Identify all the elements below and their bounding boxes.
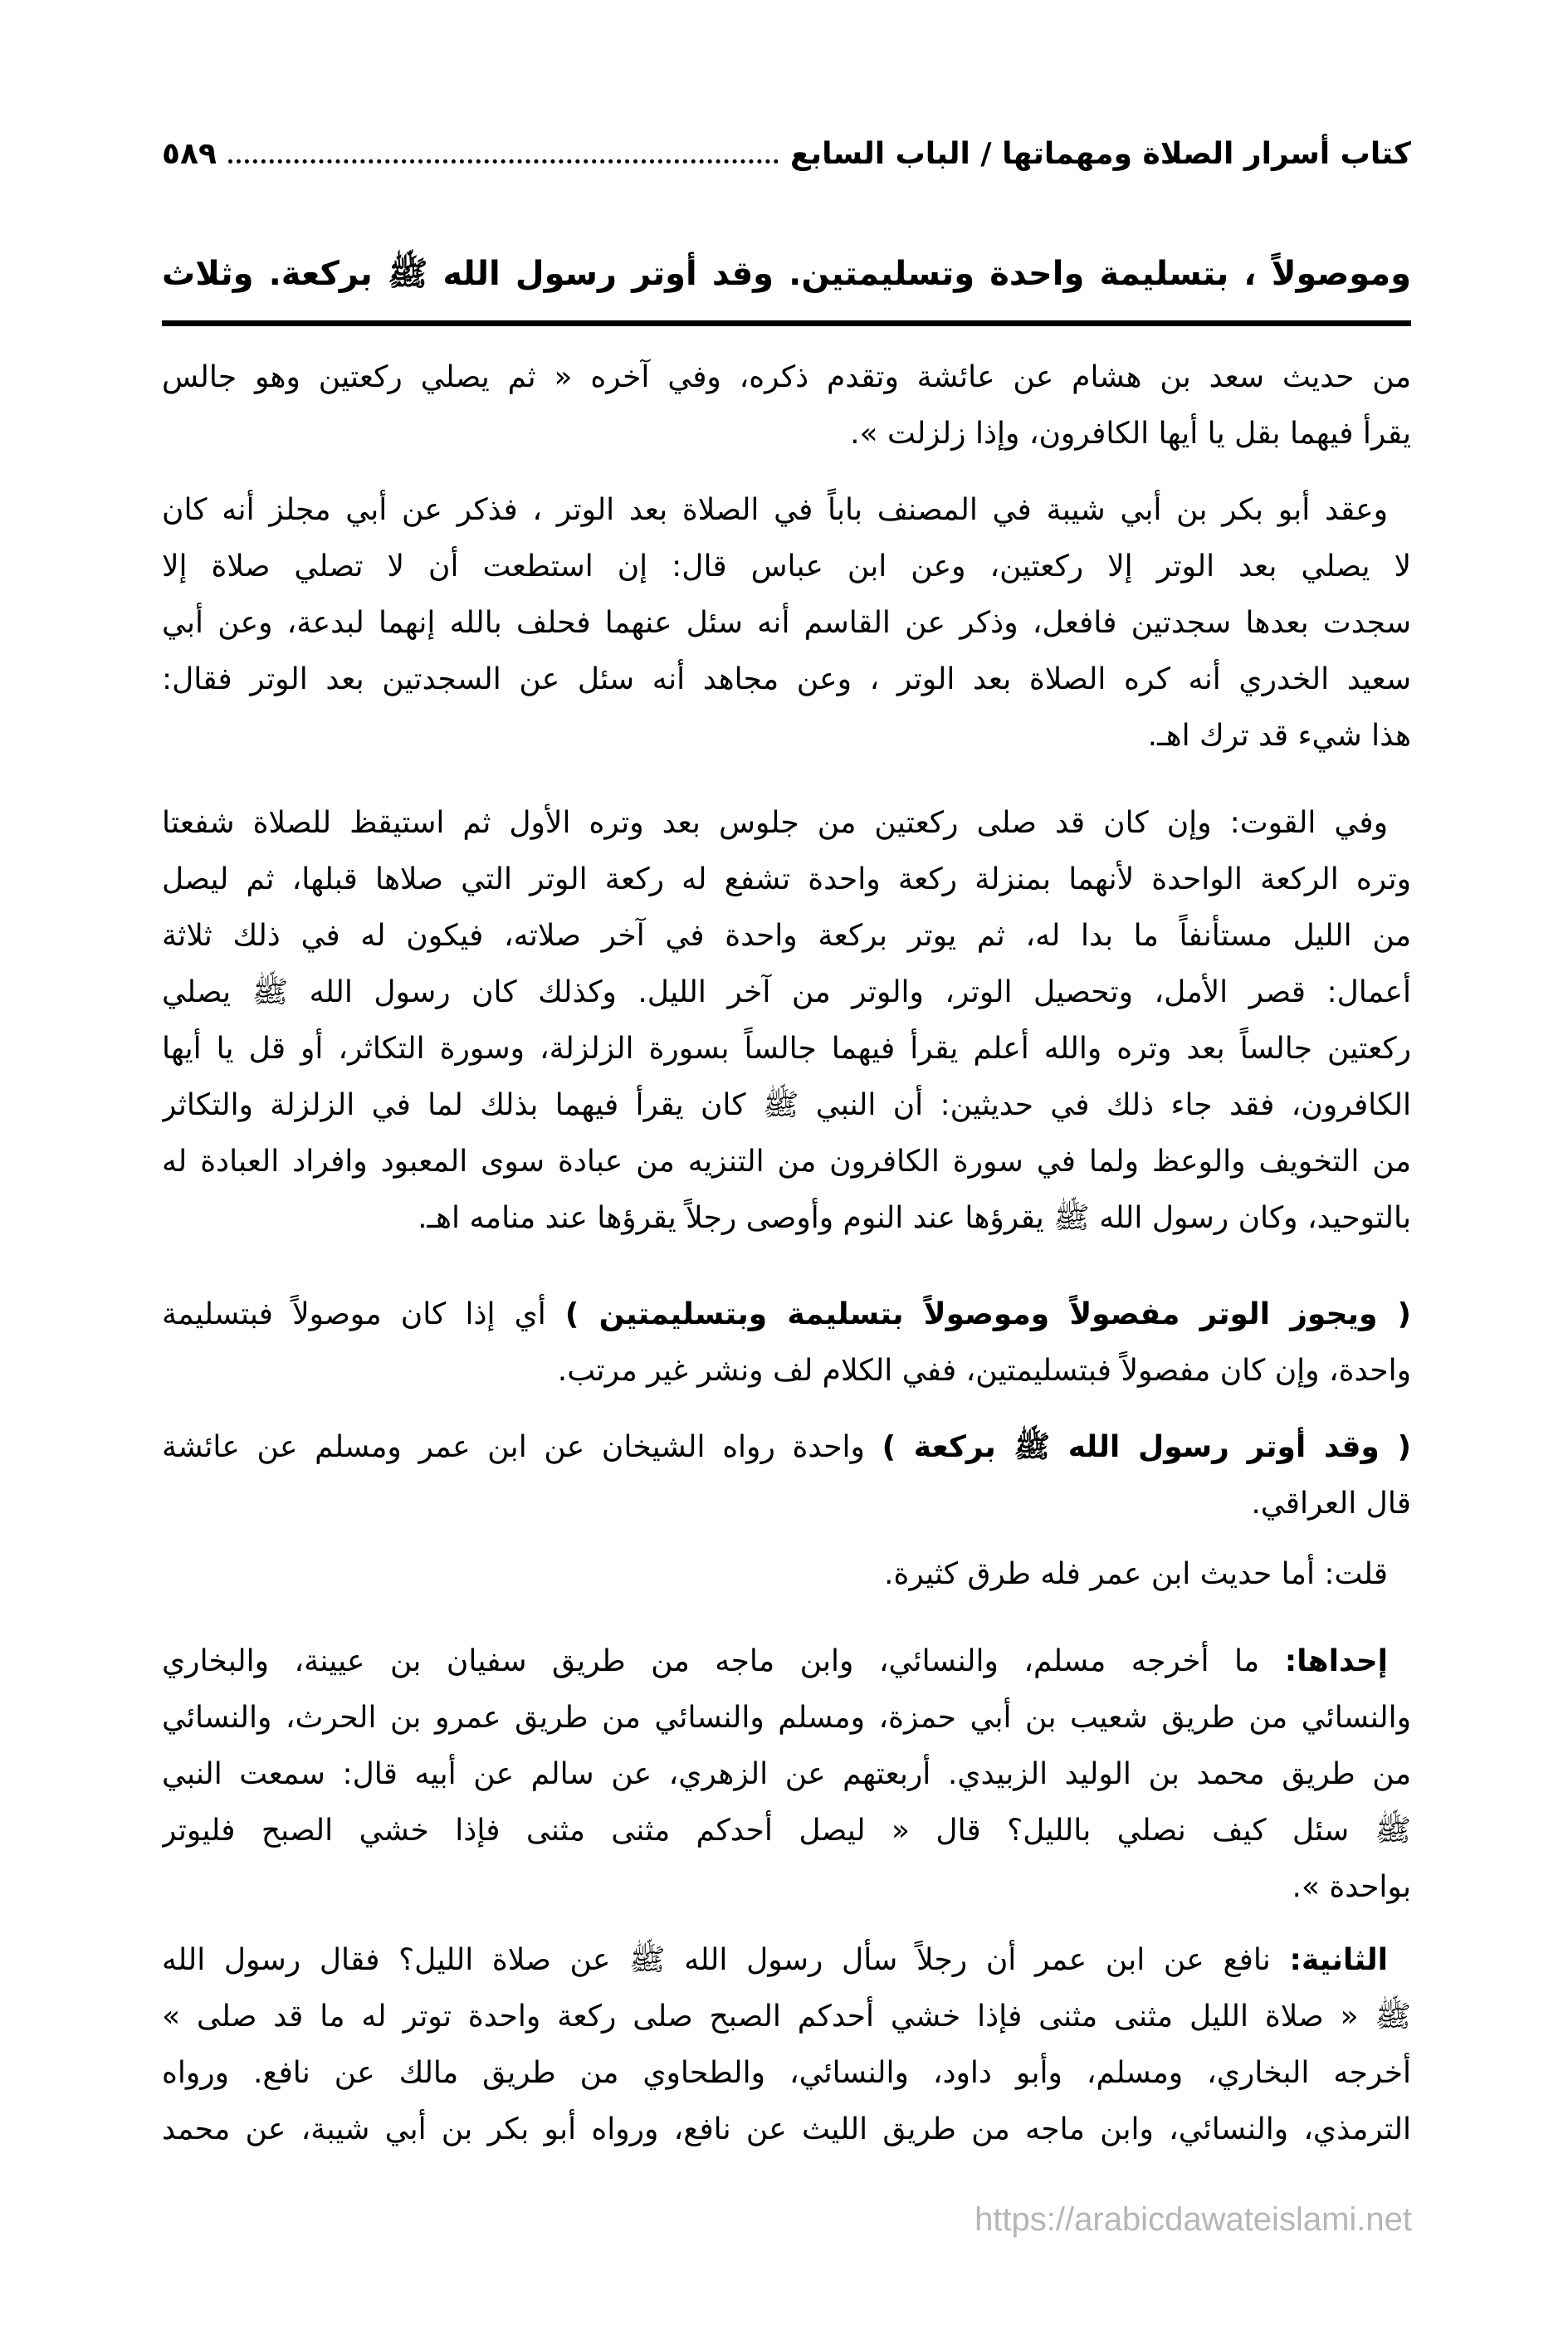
text-line: سعيد الخدري أنه كره الصلاة بعد الوتر ، وعن مجاهد أنه سئل عن السجدتين بعد الوتر فقال:	[162, 662, 1411, 696]
text-line	[162, 1419, 1411, 1476]
paragraph-3	[162, 795, 1411, 1247]
text-line: الترمذي، والنسائي، وابن ماجه من طريق الليث عن نافع، ورواه أبو بكر بن أبي شيبة، عن محمد	[162, 2112, 1411, 2146]
text-line: الكافرون، فقد جاء ذلك في حديثين: أن النبي ﷺ كان يقرأ فيهما بذلك لما في الزلزلة والتكاثر	[162, 1088, 1411, 1122]
text-line: قلت: أما حديث ابن عمر فله طرق كثيرة.	[884, 1557, 1388, 1591]
text-line: سجدت بعدها سجدتين فافعل، وذكر عن القاسم أنه سئل عنهما فحلف بالله إنهما لبدعة، وعن أبي	[162, 606, 1411, 640]
text-line: أعمال: قصر الأمل، وتحصيل الوتر، والوتر من آخر الليل. وكذلك كان رسول الله ﷺ يصلي	[162, 975, 1411, 1009]
text-line: وعقد أبو بكر بن أبي شيبة في المصنف باباً في الصلاة بعد الوتر ، فذكر عن أبي مجلز أنه كان	[162, 493, 1388, 527]
text-line: من حديث سعد بن هشام عن عائشة وتقدم ذكره، وفي آخره « ثم يصلي ركعتين وهو جالس	[162, 360, 1411, 394]
paragraph-5	[162, 1419, 1411, 1532]
separator-rule	[162, 320, 1411, 326]
page-number: ٥٨٩	[162, 136, 217, 171]
text-line: ﷺ سئل كيف نصلي بالليل؟ قال « ليصل أحدكم مثنى مثنى فإذا خشي الصبح فليوتر	[162, 1814, 1411, 1848]
section-label: إحداها:	[1284, 1644, 1388, 1678]
quoted-matn: ( وقد أوتر رسول الله ﷺ بركعة )	[882, 1430, 1411, 1464]
main-text	[162, 241, 1411, 307]
quoted-matn: ( ويجوز الوتر مفصولاً وموصولاً بتسليمة وبتسليمتين )	[564, 1297, 1411, 1331]
paragraph-8	[162, 1932, 1411, 2158]
text-line: وفي القوت: وإن كان قد صلى ركعتين من جلوس بعد وتره الأول ثم استيقظ للصلاة شفعتا	[162, 806, 1388, 840]
text-span: ما أخرجه مسلم، والنسائي، وابن ماجه من طريق سفيان بن عيينة، والبخاري	[162, 1644, 1285, 1678]
text-line: يقرأ فيهما بقل يا أيها الكافرون، وإذا زلزلت ».	[850, 417, 1411, 451]
text-line: بواحدة ».	[1292, 1870, 1411, 1904]
text-line: من طريق محمد بن الوليد الزبيدي. أربعتهم عن الزهري، عن سالم عن أبيه قال: سمعت النبي	[162, 1757, 1411, 1791]
running-header	[162, 125, 1411, 183]
text-line: لا يصلي بعد الوتر إلا ركعتين، وعن ابن عباس قال: إن استطعت أن لا تصلي صلاة إلا	[162, 549, 1411, 584]
main-text-line: وموصولاً ، بتسليمة واحدة وتسليمتين. وقد أوتر رسول الله ﷺ بركعة. وثلاث	[162, 255, 1411, 293]
paragraph-7	[162, 1633, 1411, 1916]
section-label: الثانية:	[1289, 1943, 1388, 1977]
paragraph-4	[162, 1287, 1411, 1399]
text-line: بالتوحيد، وكان رسول الله ﷺ يقرؤها عند النوم وأوصى رجلاً يقرؤها عند منامه اهـ.	[418, 1201, 1411, 1235]
text-line	[162, 1633, 1411, 1690]
paragraph-6	[162, 1546, 1411, 1603]
text-span: واحدة رواه الشيخان عن ابن عمر ومسلم عن عائشة	[162, 1430, 882, 1464]
watermark-url: https://arabicdawateislami.net	[975, 2201, 1412, 2238]
text-line	[162, 1932, 1411, 1989]
text-line: ركعتين جالساً بعد وتره والله أعلم يقرأ فيهما جالساً بسورة الزلزلة، وسورة التكاثر، أو قل يا أيها	[162, 1032, 1411, 1066]
text-line: والنسائي من طريق شعيب بن أبي حمزة، ومسلم والنسائي من طريق عمرو بن الحرث، والنسائي	[162, 1701, 1411, 1735]
paragraph-2	[162, 482, 1411, 764]
text-span: أي إذا كان موصولاً فبتسليمة	[162, 1297, 565, 1331]
text-line: قال العراقي.	[1251, 1487, 1411, 1521]
text-line: هذا شيء قد ترك اهـ.	[1147, 719, 1411, 753]
text-line: ﷺ « صلاة الليل مثنى مثنى فإذا خشي أحدكم الصبح صلى ركعة واحدة توتر له ما قد صلى »	[162, 2000, 1411, 2034]
text-line: من الليل مستأنفاً ما بدا له، ثم يوتر بركعة واحدة في آخر صلاته، فيكون له في ذلك ثلاثة	[162, 919, 1411, 953]
text-line	[162, 1287, 1411, 1343]
text-line: أخرجه البخاري، ومسلم، وأبو داود، والنسائي، والطحاوي من طريق مالك عن نافع. ورواه	[162, 2056, 1411, 2090]
text-line: وتره الركعة الواحدة لأنهما بمنزلة ركعة واحدة تشفع له ركعة الوتر التي صلاها قبلها، ثم ليصل	[162, 862, 1411, 896]
text-line: واحدة، وإن كان مفصولاً فبتسليمتين، ففي الكلام لف ونشر غير مرتب.	[557, 1354, 1411, 1388]
text-line: من التخويف والوعظ ولما في سورة الكافرون من التنزيه من عبادة سوى المعبود وافراد العبادة له	[162, 1145, 1411, 1179]
text-span: نافع عن ابن عمر أن رجلاً سأل رسول الله ﷺ عن صلاة الليل؟ فقال رسول الله	[162, 1943, 1290, 1977]
paragraph-1	[162, 349, 1411, 462]
dot-leader	[228, 144, 779, 164]
header-title: كتاب أسرار الصلاة ومهماتها / الباب السابع	[789, 136, 1411, 171]
